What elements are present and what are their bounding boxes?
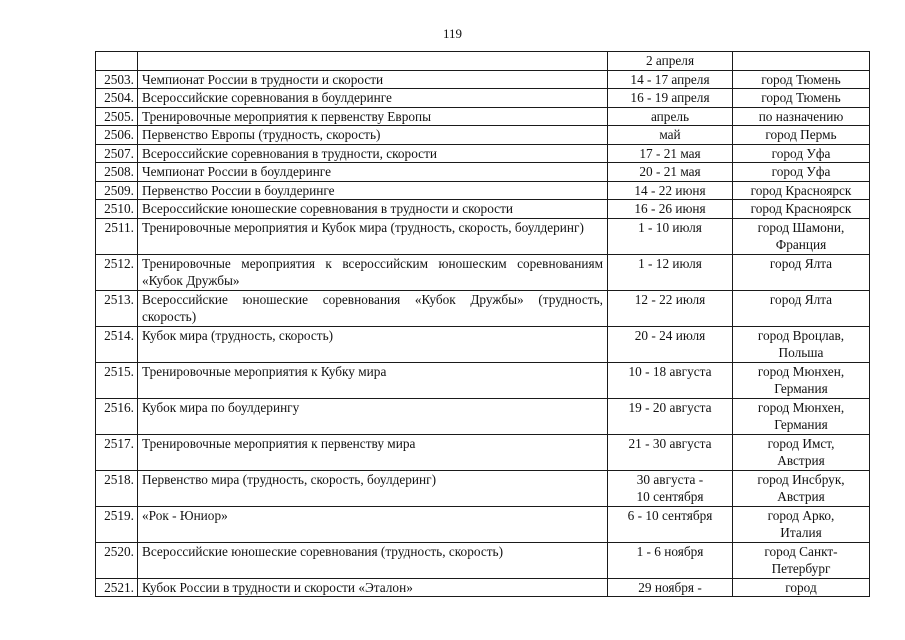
event-place: город	[733, 578, 870, 597]
row-number: 2517.	[96, 434, 138, 470]
event-place: город Имст, Австрия	[733, 434, 870, 470]
event-name: Всероссийские юношеские соревнования (трудность, скорость)	[138, 542, 608, 578]
event-date: 10 - 18 августа	[608, 362, 733, 398]
event-place: город Тюмень	[733, 70, 870, 89]
row-number: 2518.	[96, 470, 138, 506]
event-name: «Рок - Юниор»	[138, 506, 608, 542]
event-date: 16 - 19 апреля	[608, 89, 733, 108]
event-name: Тренировочные мероприятия к первенству мира	[138, 434, 608, 470]
event-date: 21 - 30 августа	[608, 434, 733, 470]
event-place: город Мюнхен, Германия	[733, 398, 870, 434]
row-number: 2505.	[96, 107, 138, 126]
event-date: 14 - 22 июня	[608, 181, 733, 200]
event-date: 19 - 20 августа	[608, 398, 733, 434]
table-row	[96, 218, 870, 254]
row-number: 2521.	[96, 578, 138, 597]
table-row	[96, 107, 870, 126]
event-place: город Арко, Италия	[733, 506, 870, 542]
event-place: по назначению	[733, 107, 870, 126]
table-row	[96, 578, 870, 597]
table-row	[96, 181, 870, 200]
event-place: город Тюмень	[733, 89, 870, 108]
event-place: город Инсбрук, Австрия	[733, 470, 870, 506]
event-name: Всероссийские соревнования в боулдеринге	[138, 89, 608, 108]
event-place: город Санкт- Петербург	[733, 542, 870, 578]
row-number: 2508.	[96, 163, 138, 182]
event-date: 20 - 24 июля	[608, 326, 733, 362]
table-row	[96, 200, 870, 219]
event-place: город Шамони, Франция	[733, 218, 870, 254]
row-number: 2507.	[96, 144, 138, 163]
event-date: 29 ноября -	[608, 578, 733, 597]
event-date: 20 - 21 мая	[608, 163, 733, 182]
events-table	[95, 51, 870, 597]
row-number: 2503.	[96, 70, 138, 89]
row-number	[96, 52, 138, 71]
event-place	[733, 52, 870, 71]
row-number: 2515.	[96, 362, 138, 398]
event-place: город Вроцлав, Польша	[733, 326, 870, 362]
event-name: Кубок России в трудности и скорости «Эталон»	[138, 578, 608, 597]
event-place: город Уфа	[733, 144, 870, 163]
row-number: 2513.	[96, 290, 138, 326]
event-name: Первенство России в боулдеринге	[138, 181, 608, 200]
table-row	[96, 434, 870, 470]
table-row	[96, 398, 870, 434]
row-number: 2520.	[96, 542, 138, 578]
event-name: Кубок мира по боулдерингу	[138, 398, 608, 434]
event-name: Всероссийские соревнования в трудности, скорости	[138, 144, 608, 163]
event-date: 1 - 12 июля	[608, 254, 733, 290]
row-number: 2516.	[96, 398, 138, 434]
event-date: 14 - 17 апреля	[608, 70, 733, 89]
table-row	[96, 362, 870, 398]
row-number: 2506.	[96, 126, 138, 145]
table-row	[96, 89, 870, 108]
event-name: Тренировочные мероприятия к первенству Европы	[138, 107, 608, 126]
event-name: Кубок мира (трудность, скорость)	[138, 326, 608, 362]
event-name: Всероссийские юношеские соревнования «Кубок Дружбы» (трудность, скорость)	[138, 290, 608, 326]
event-date: 12 - 22 июля	[608, 290, 733, 326]
event-name: Всероссийские юношеские соревнования в трудности и скорости	[138, 200, 608, 219]
table-row	[96, 506, 870, 542]
table-row	[96, 126, 870, 145]
event-place: город Красноярск	[733, 200, 870, 219]
row-number: 2509.	[96, 181, 138, 200]
event-name	[138, 52, 608, 71]
row-number: 2514.	[96, 326, 138, 362]
row-number: 2504.	[96, 89, 138, 108]
event-name: Тренировочные мероприятия и Кубок мира (трудность, скорость, боулдеринг)	[138, 218, 608, 254]
table-row	[96, 254, 870, 290]
event-place: город Ялта	[733, 254, 870, 290]
event-date: май	[608, 126, 733, 145]
event-name: Чемпионат России в трудности и скорости	[138, 70, 608, 89]
event-date: 2 апреля	[608, 52, 733, 71]
table-row	[96, 542, 870, 578]
page-number: 119	[442, 26, 463, 41]
event-place: город Красноярск	[733, 181, 870, 200]
event-date: апрель	[608, 107, 733, 126]
table-row	[96, 52, 870, 71]
row-number: 2519.	[96, 506, 138, 542]
event-name: Тренировочные мероприятия к Кубку мира	[138, 362, 608, 398]
row-number: 2510.	[96, 200, 138, 219]
event-name: Первенство мира (трудность, скорость, боулдеринг)	[138, 470, 608, 506]
row-number: 2511.	[96, 218, 138, 254]
event-date: 1 - 6 ноября	[608, 542, 733, 578]
event-place: город Пермь	[733, 126, 870, 145]
table-row	[96, 290, 870, 326]
event-name: Тренировочные мероприятия к всероссийским юношеским соревнованиям «Кубок Дружбы»	[138, 254, 608, 290]
event-place: город Уфа	[733, 163, 870, 182]
event-name: Чемпионат России в боулдеринге	[138, 163, 608, 182]
event-place: город Ялта	[733, 290, 870, 326]
table-row	[96, 70, 870, 89]
table-row	[96, 163, 870, 182]
row-number: 2512.	[96, 254, 138, 290]
event-date: 30 августа - 10 сентября	[608, 470, 733, 506]
table-row	[96, 144, 870, 163]
table-row	[96, 326, 870, 362]
event-date: 6 - 10 сентября	[608, 506, 733, 542]
event-name: Первенство Европы (трудность, скорость)	[138, 126, 608, 145]
event-date: 16 - 26 июня	[608, 200, 733, 219]
event-date: 17 - 21 мая	[608, 144, 733, 163]
event-date: 1 - 10 июля	[608, 218, 733, 254]
table-row	[96, 470, 870, 506]
event-place: город Мюнхен, Германия	[733, 362, 870, 398]
